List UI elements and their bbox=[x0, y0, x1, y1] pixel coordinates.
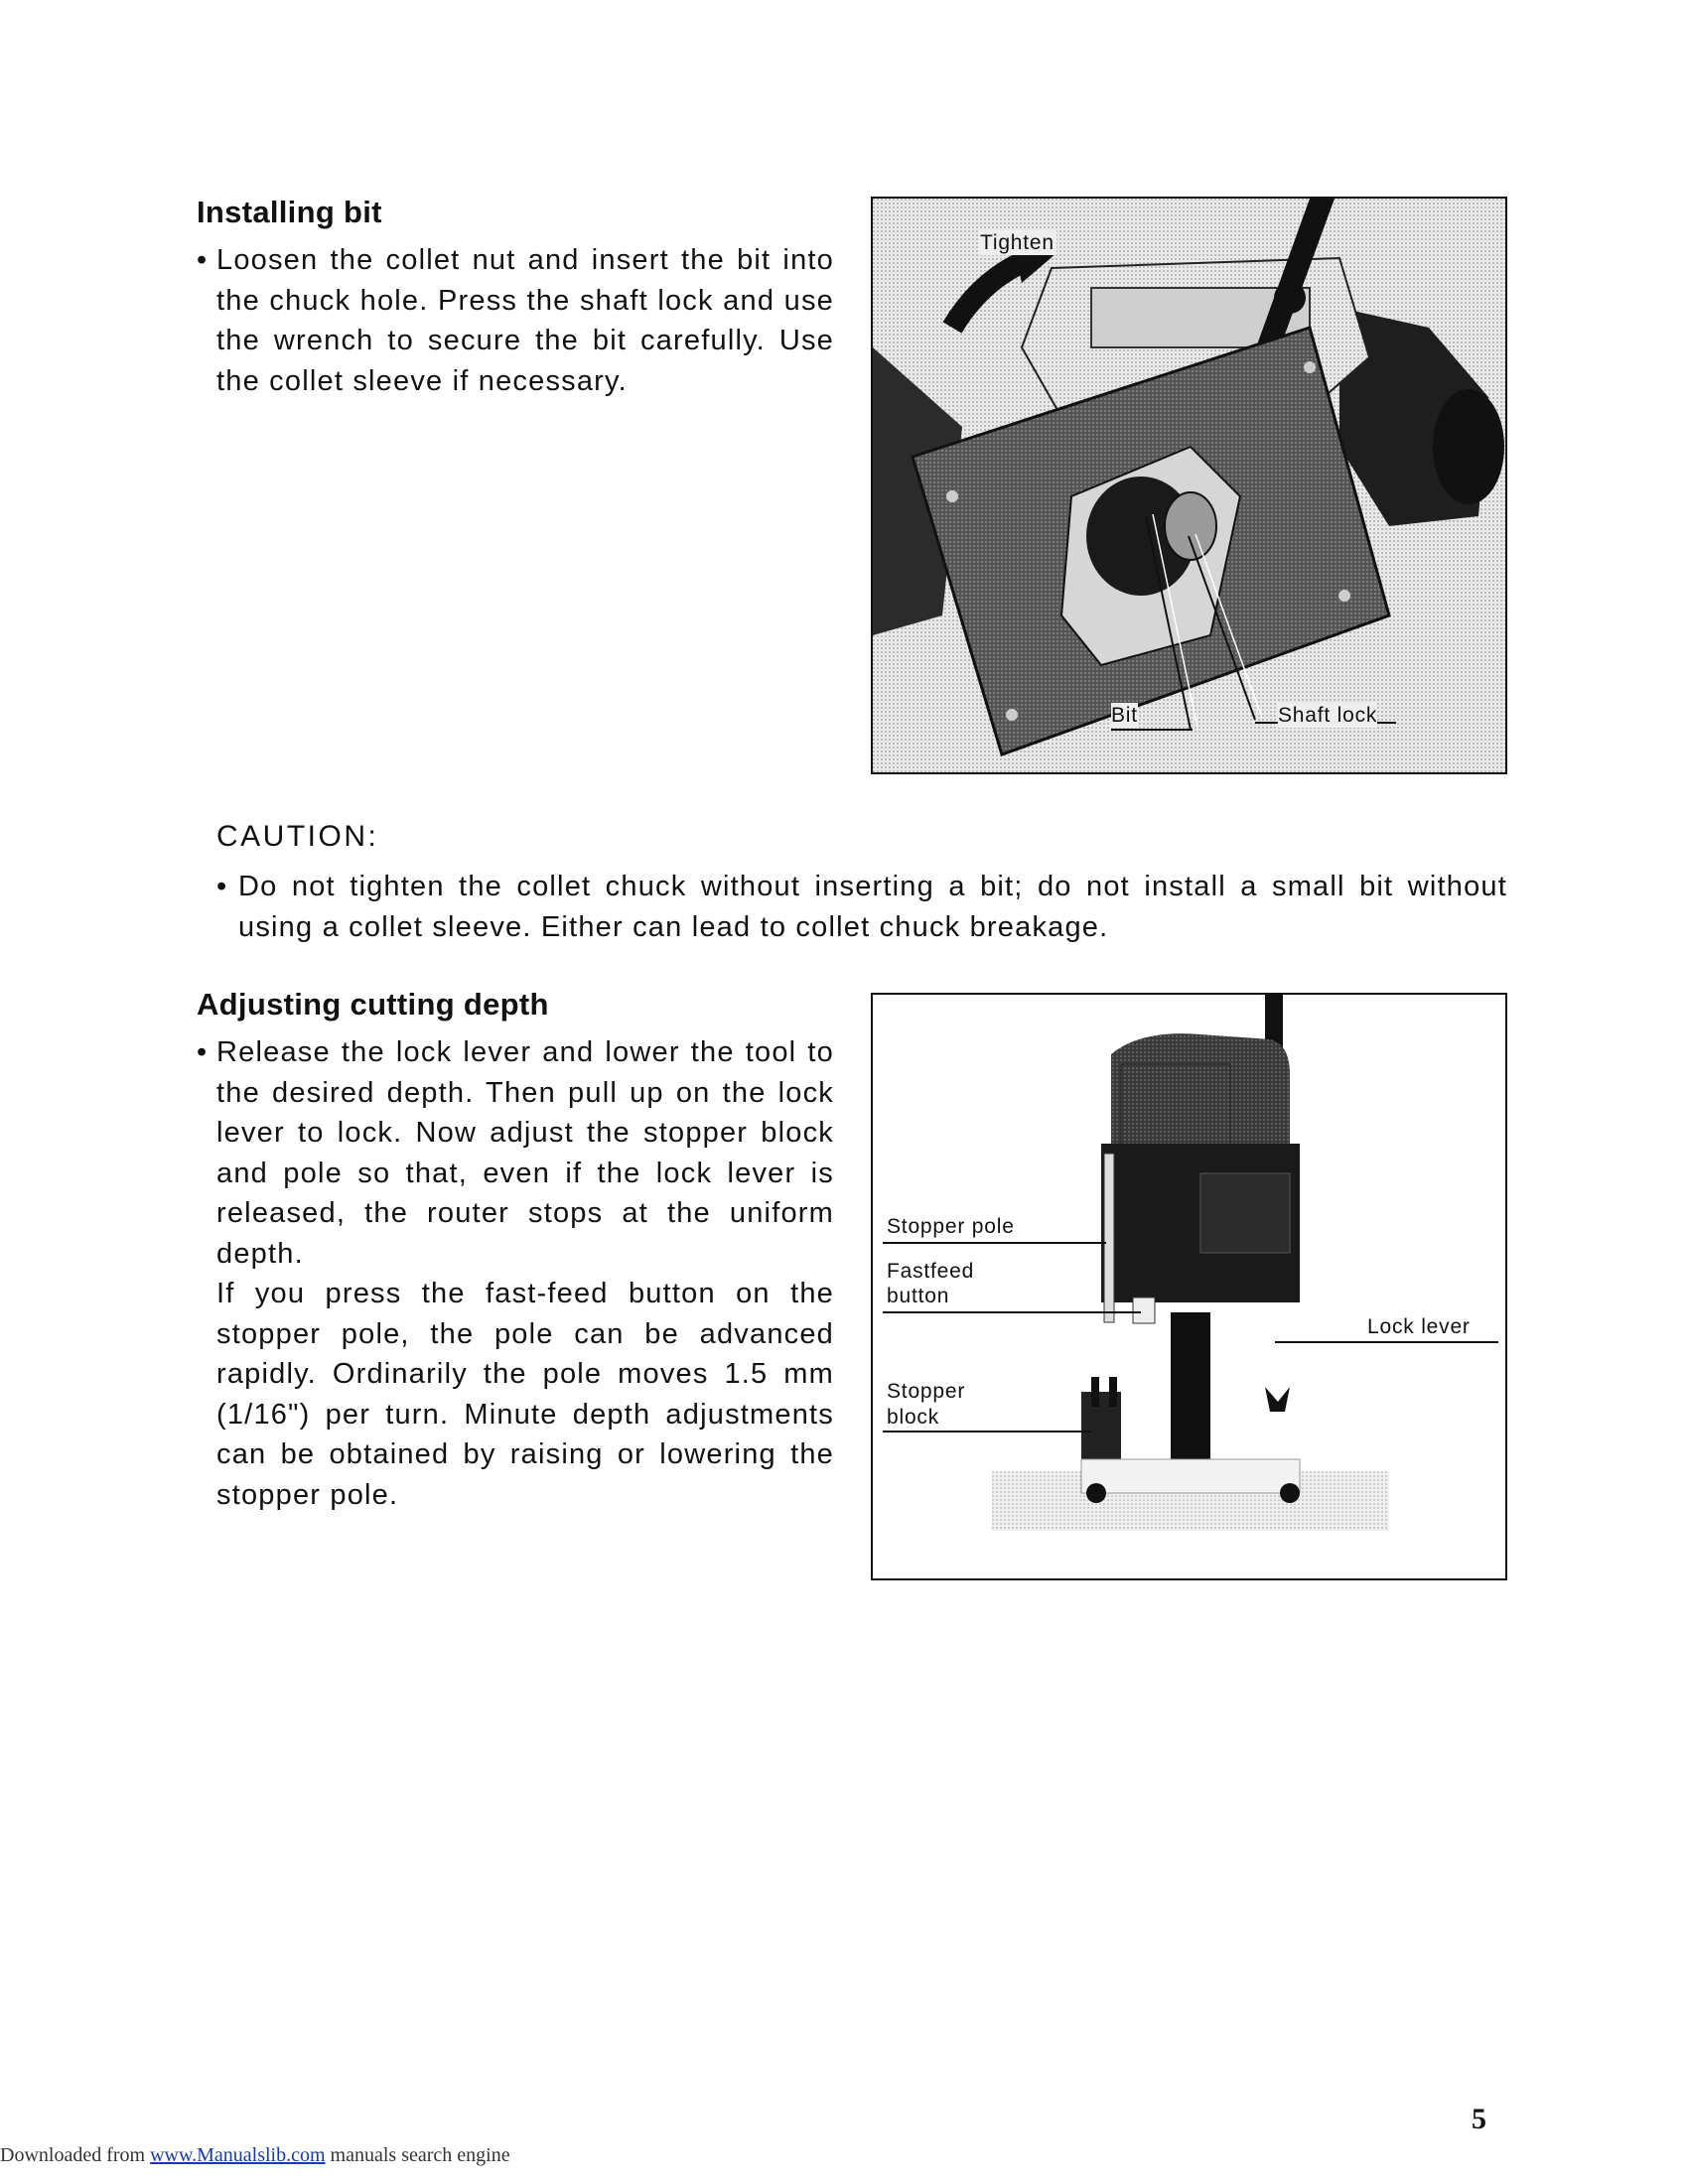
router-depth-illustration bbox=[873, 995, 1505, 1578]
installing-bit-paragraph bbox=[197, 240, 834, 401]
shaft-lock-label: Shaft lock bbox=[1278, 704, 1378, 727]
footer-prefix: Downloaded from bbox=[0, 2144, 151, 2166]
manualslib-link[interactable]: www.Manualslib.com bbox=[150, 2144, 326, 2166]
footer-download-note bbox=[0, 2144, 510, 2167]
bullet-icon: • bbox=[216, 871, 228, 902]
adjusting-depth-paragraph bbox=[197, 1032, 834, 1515]
bullet-icon: • bbox=[197, 1036, 209, 1068]
adjusting-depth-text-1: Release the lock lever and lower the tool to the desired depth. Then pull up on the lock lever to lock. Now adjust the stopper block and pole so that, even if the lock lever is released, the router stops at the uniform depth. bbox=[216, 1036, 834, 1270]
figure-installing-bit bbox=[871, 197, 1507, 774]
caution-heading: CAUTION: bbox=[216, 820, 379, 853]
stopper-label: Stopper bbox=[887, 1380, 966, 1403]
caution-paragraph bbox=[216, 867, 1507, 947]
stopper-block-label: block bbox=[887, 1406, 940, 1429]
router-collet-illustration bbox=[873, 199, 1505, 772]
installing-bit-text: Loosen the collet nut and insert the bit into the chuck hole. Press the shaft lock and use the wrench to secure the bit carefully. Use the collet sleeve if necessary. bbox=[216, 244, 834, 397]
bullet-icon: • bbox=[197, 244, 209, 276]
section-heading-installing-bit: Installing bit bbox=[197, 195, 382, 229]
bit-label: Bit bbox=[1111, 704, 1138, 727]
footer-suffix: manuals search engine bbox=[325, 2144, 510, 2166]
fastfeed-button-label: button bbox=[887, 1285, 950, 1307]
figure-adjusting-depth bbox=[871, 993, 1507, 1580]
fastfeed-label: Fastfeed bbox=[887, 1260, 975, 1283]
caution-text: Do not tighten the collet chuck without inserting a bit; do not install a small bit without using a collet sleeve. Either can lead to collet chuck breakage. bbox=[238, 871, 1507, 943]
tighten-label: Tighten bbox=[980, 231, 1055, 254]
section-heading-adjusting-depth: Adjusting cutting depth bbox=[197, 987, 549, 1022]
page-number: 5 bbox=[1472, 2103, 1486, 2135]
stopper-pole-label: Stopper pole bbox=[887, 1215, 1015, 1238]
adjusting-depth-text-2: If you press the fast-feed button on the stopper pole, the pole can be advanced rapidly. Ordinarily the pole moves 1.5 mm (1/16") per turn. Minute depth adjustments can be obtained by raising or lowering the stopper pole. bbox=[216, 1278, 834, 1511]
lock-lever-label: Lock lever bbox=[1367, 1315, 1471, 1338]
